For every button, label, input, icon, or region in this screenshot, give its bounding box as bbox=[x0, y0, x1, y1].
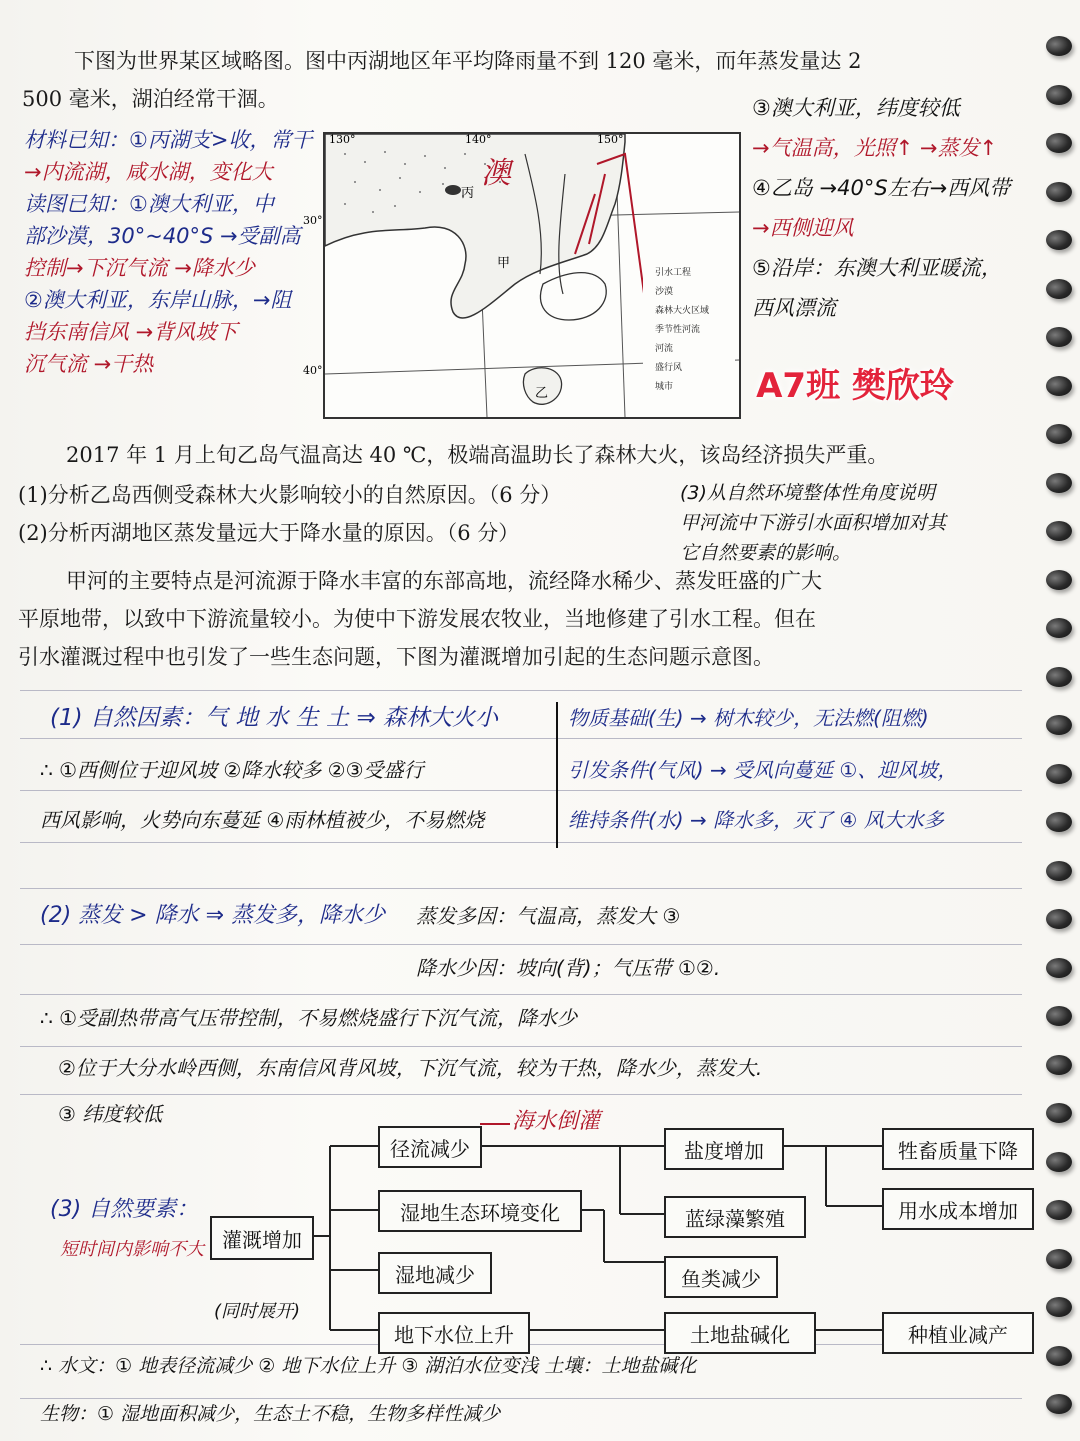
answer2-line3: ③ 纬度较低 bbox=[58, 1102, 163, 1126]
note-line: 部沙漠，30°~40°S →受副高 bbox=[24, 224, 301, 248]
legend-item: 引水工程 bbox=[655, 268, 692, 278]
answer1-line2: 西风影响，火势向东蔓延 ④雨林植被少，不易燃烧 bbox=[40, 808, 485, 832]
legend-item: 森林大火区域 bbox=[655, 306, 710, 316]
note-line: →气温高，光照↑ →蒸发↑ bbox=[752, 136, 998, 160]
flow-fish-decrease: 鱼类减少 bbox=[664, 1256, 778, 1298]
legend-item: 季节性河流 bbox=[655, 325, 701, 335]
note-line: (3)从自然环境整体性角度说明 bbox=[680, 482, 935, 504]
map-label-yi: 乙 bbox=[535, 386, 549, 401]
flow-crop-yield-drop: 种植业减产 bbox=[882, 1312, 1034, 1354]
lat-label-30: 30° bbox=[303, 214, 323, 227]
lon-label-140: 140° bbox=[465, 133, 492, 146]
answer2-line2: ②位于大分水岭西侧，东南信风背风坡，下沉气流，较为干热，降水少，蒸发大. bbox=[58, 1056, 763, 1080]
note-line: 西风漂流 bbox=[752, 296, 836, 320]
question-2: (2)分析丙湖地区蒸发量远大于降水量的原因。（6 分） bbox=[18, 521, 520, 545]
legend-item: 河流 bbox=[655, 344, 674, 354]
question-intro-line1: 下图为世界某区域略图。图中丙湖地区年平均降雨量不到 120 毫米，而年蒸发量达 2 bbox=[74, 49, 862, 73]
map-annotation-ao: 澳 bbox=[481, 156, 511, 191]
answer1-head: (1) 自然因素：气 地 水 生 土 ⇒ 森林大火小 bbox=[50, 705, 499, 731]
answer1-right2: 引发条件(气风) → 受风向蔓延 ①、迎风坡， bbox=[568, 758, 958, 782]
note-line: 沉气流 →干热 bbox=[24, 352, 154, 376]
flow-runoff-decrease: 径流减少 bbox=[378, 1126, 482, 1168]
question-intro-line2: 500 毫米，湖泊经常干涸。 bbox=[22, 87, 279, 111]
lon-label-130: 130° bbox=[329, 133, 356, 146]
legend-item: 盛行风 bbox=[655, 363, 683, 373]
note-line: 它自然要素的影响。 bbox=[680, 542, 852, 564]
flow-wetland-decrease: 湿地减少 bbox=[378, 1252, 492, 1294]
answer3-head: (3) 自然要素： bbox=[50, 1197, 199, 1222]
flow-wetland-ecology-change: 湿地生态环境变化 bbox=[378, 1190, 582, 1232]
flow-algae-bloom: 蓝绿藻繁殖 bbox=[664, 1196, 806, 1238]
note-line: 控制→下沉气流 →降水少 bbox=[24, 256, 255, 280]
note-line: 读图已知：①澳大利亚，中 bbox=[24, 192, 274, 216]
note-line: 材料已知：①丙湖支>收，常干 bbox=[24, 128, 313, 152]
answer3-biology: 生物：① 湿地面积减少，生态土不稳，生物多样性减少 bbox=[40, 1403, 501, 1425]
answer2-evap: 蒸发多因：气温高，蒸发大 ③ bbox=[416, 904, 681, 928]
answer1-right1: 物质基础(生) → 树木较少，无法燃(阻燃) bbox=[568, 706, 929, 730]
note-line: ⑤沿岸：东澳大利亚暖流， bbox=[752, 256, 1002, 280]
flow-soil-salinization: 土地盐碱化 bbox=[664, 1312, 816, 1354]
answer1-right3: 维持条件(水) → 降水多，灭了 ④ 风大水多 bbox=[568, 808, 944, 832]
answer1-line1: ∴ ①西侧位于迎风坡 ②降水较多 ②③受盛行 bbox=[40, 758, 424, 782]
river-text-line2: 平原地带，以致中下游流量较小。为使中下游发展农牧业，当地修建了引水工程。但在 bbox=[18, 607, 816, 631]
lat-label-40: 40° bbox=[303, 364, 323, 377]
answer2-precip: 降水少因：坡向(背)；气压带 ①②. bbox=[416, 956, 721, 980]
note-line: →西侧迎风 bbox=[752, 216, 854, 240]
note-line: ③澳大利亚，纬度较低 bbox=[752, 96, 960, 120]
note-line: 甲河流中下游引水面积增加对其 bbox=[680, 512, 947, 534]
map-label-bing: 丙 bbox=[461, 186, 475, 201]
answer2-head: (2) 蒸发 > 降水 ⇒ 蒸发多，降水少 bbox=[40, 903, 385, 928]
question-1: (1)分析乙岛西侧受森林大火影响较小的自然原因。（6 分） bbox=[18, 483, 562, 507]
flow-root-box: 灌溉增加 bbox=[210, 1216, 314, 1260]
flow-salinity-increase: 盐度增加 bbox=[664, 1128, 784, 1170]
answer3-red-note: 短时间内影响不大 bbox=[60, 1239, 204, 1260]
river-text-line3: 引水灌溉过程中也引发了一些生态问题，下图为灌溉增加引起的生态问题示意图。 bbox=[18, 645, 774, 669]
answer2-line1: ∴ ①受副热带高气压带控制，不易燃烧盛行下沉气流，降水少 bbox=[40, 1006, 578, 1030]
note-line: →内流湖，咸水湖，变化大 bbox=[24, 160, 273, 184]
river-text-line1: 甲河的主要特点是河流源于降水丰富的东部高地，流经降水稀少、蒸发旺盛的广大 bbox=[66, 569, 822, 593]
legend-item: 沙漠 bbox=[655, 287, 674, 297]
note-line: ②澳大利亚，东岸山脉，→阻 bbox=[24, 288, 292, 312]
flow-water-cost-rise: 用水成本增加 bbox=[882, 1188, 1034, 1230]
event-text: 2017 年 1 月上旬乙岛气温高达 40 ℃，极端高温助长了森林大火，该岛经济损失严重。 bbox=[66, 443, 889, 467]
flow-livestock-quality-drop: 牲畜质量下降 bbox=[882, 1128, 1034, 1170]
flow-note-seawater: 海水倒灌 bbox=[512, 1109, 601, 1134]
lon-label-150: 150° bbox=[597, 133, 624, 146]
note-line: 挡东南信风 →背风坡下 bbox=[24, 320, 238, 344]
flow-groundwater-rise: 地下水位上升 bbox=[378, 1312, 530, 1354]
answer3-hydrology: ∴ 水文：① 地表径流减少 ② 地下水位上升 ③ 湖泊水位变浅 土壤：土地盐碱化 bbox=[40, 1355, 697, 1377]
map-label-jia: 甲 bbox=[497, 256, 511, 271]
class-name-badge: A7班 樊欣玲 bbox=[756, 366, 954, 406]
legend-item: 城市 bbox=[655, 382, 674, 392]
note-line: ④乙岛 →40°S左右→西风带 bbox=[752, 176, 1011, 200]
answer3-simultaneous: (同时展开) bbox=[214, 1301, 301, 1322]
